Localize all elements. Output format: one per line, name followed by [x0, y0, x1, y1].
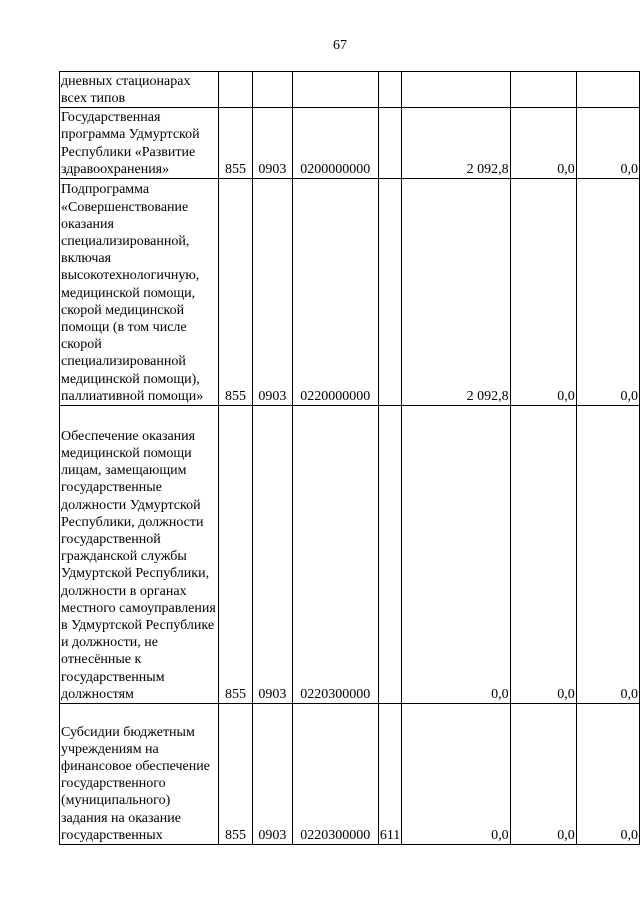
table-row [60, 704, 640, 845]
section-code-cell: 0903 [253, 406, 292, 704]
amount-1-cell: 2 092,8 [402, 108, 510, 179]
amount-1-cell: 2 092,8 [402, 179, 510, 406]
row-name-cell [60, 108, 219, 179]
expense-type-cell [378, 108, 401, 179]
amount-3-cell: 0,0 [576, 179, 639, 406]
row-name: Государственная программа Удмуртской Республики «Развитие здравоохранения» [61, 110, 200, 177]
amount-1-cell: 0,0 [402, 406, 510, 704]
admin-code-cell: 855 [218, 704, 252, 845]
amount-3-cell [576, 72, 639, 108]
admin-code-cell [218, 72, 252, 108]
section-code-cell: 0903 [253, 179, 292, 406]
amount-2-cell: 0,0 [510, 108, 576, 179]
row-name-cell [60, 179, 219, 406]
row-name-cell [60, 704, 219, 845]
page-number: 67 [333, 38, 347, 53]
amount-1-cell [402, 72, 510, 108]
amount-2-cell: 0,0 [510, 179, 576, 406]
section-code-cell [253, 72, 292, 108]
table-row [60, 179, 640, 406]
amount-3-cell: 0,0 [576, 406, 639, 704]
expense-type-cell [378, 179, 401, 406]
section-code-cell: 0903 [253, 108, 292, 179]
budget-table [59, 71, 640, 845]
row-name: Подпрограмма «Совершенствование оказания специализированной, включая высокотехнологичную, медицинской помощи, скорой медицинской помощи (в том числе скорой специализированной медицинской помощи), паллиативной помощи» [61, 182, 204, 404]
target-code-cell: 0220000000 [292, 179, 378, 406]
admin-code-cell: 855 [218, 406, 252, 704]
row-name-cell [60, 406, 219, 704]
row-name: дневных стационарах всех типов [61, 73, 191, 106]
amount-2-cell: 0,0 [510, 406, 576, 704]
expense-type-cell: 611 [378, 704, 401, 845]
target-code-cell [292, 72, 378, 108]
amount-2-cell [510, 72, 576, 108]
amount-1-cell: 0,0 [402, 704, 510, 845]
table-row [60, 406, 640, 704]
row-name: Субсидии бюджетным учреждениям на финансовое обеспечение государственного (муниципального) задания на оказание государственных [61, 724, 210, 843]
target-code-cell: 0220300000 [292, 406, 378, 704]
amount-3-cell: 0,0 [576, 108, 639, 179]
target-code-cell: 0200000000 [292, 108, 378, 179]
section-code-cell: 0903 [253, 704, 292, 845]
admin-code-cell: 855 [218, 108, 252, 179]
expense-type-cell [378, 72, 401, 108]
expense-type-cell [378, 406, 401, 704]
amount-2-cell: 0,0 [510, 704, 576, 845]
admin-code-cell: 855 [218, 179, 252, 406]
amount-3-cell: 0,0 [576, 704, 639, 845]
target-code-cell: 0220300000 [292, 704, 378, 845]
row-name-cell [60, 72, 219, 108]
table-row [60, 108, 640, 179]
table-row [60, 72, 640, 108]
row-name: Обеспечение оказания медицинской помощи лицам, замещающим государственные должности Удмуртской Республики, должности государственной гражданской службы Удмуртской Республики, должности в органах местного самоуправления в Удмуртской Республике и должности, не отнесённые к государственным должностям [61, 428, 216, 702]
